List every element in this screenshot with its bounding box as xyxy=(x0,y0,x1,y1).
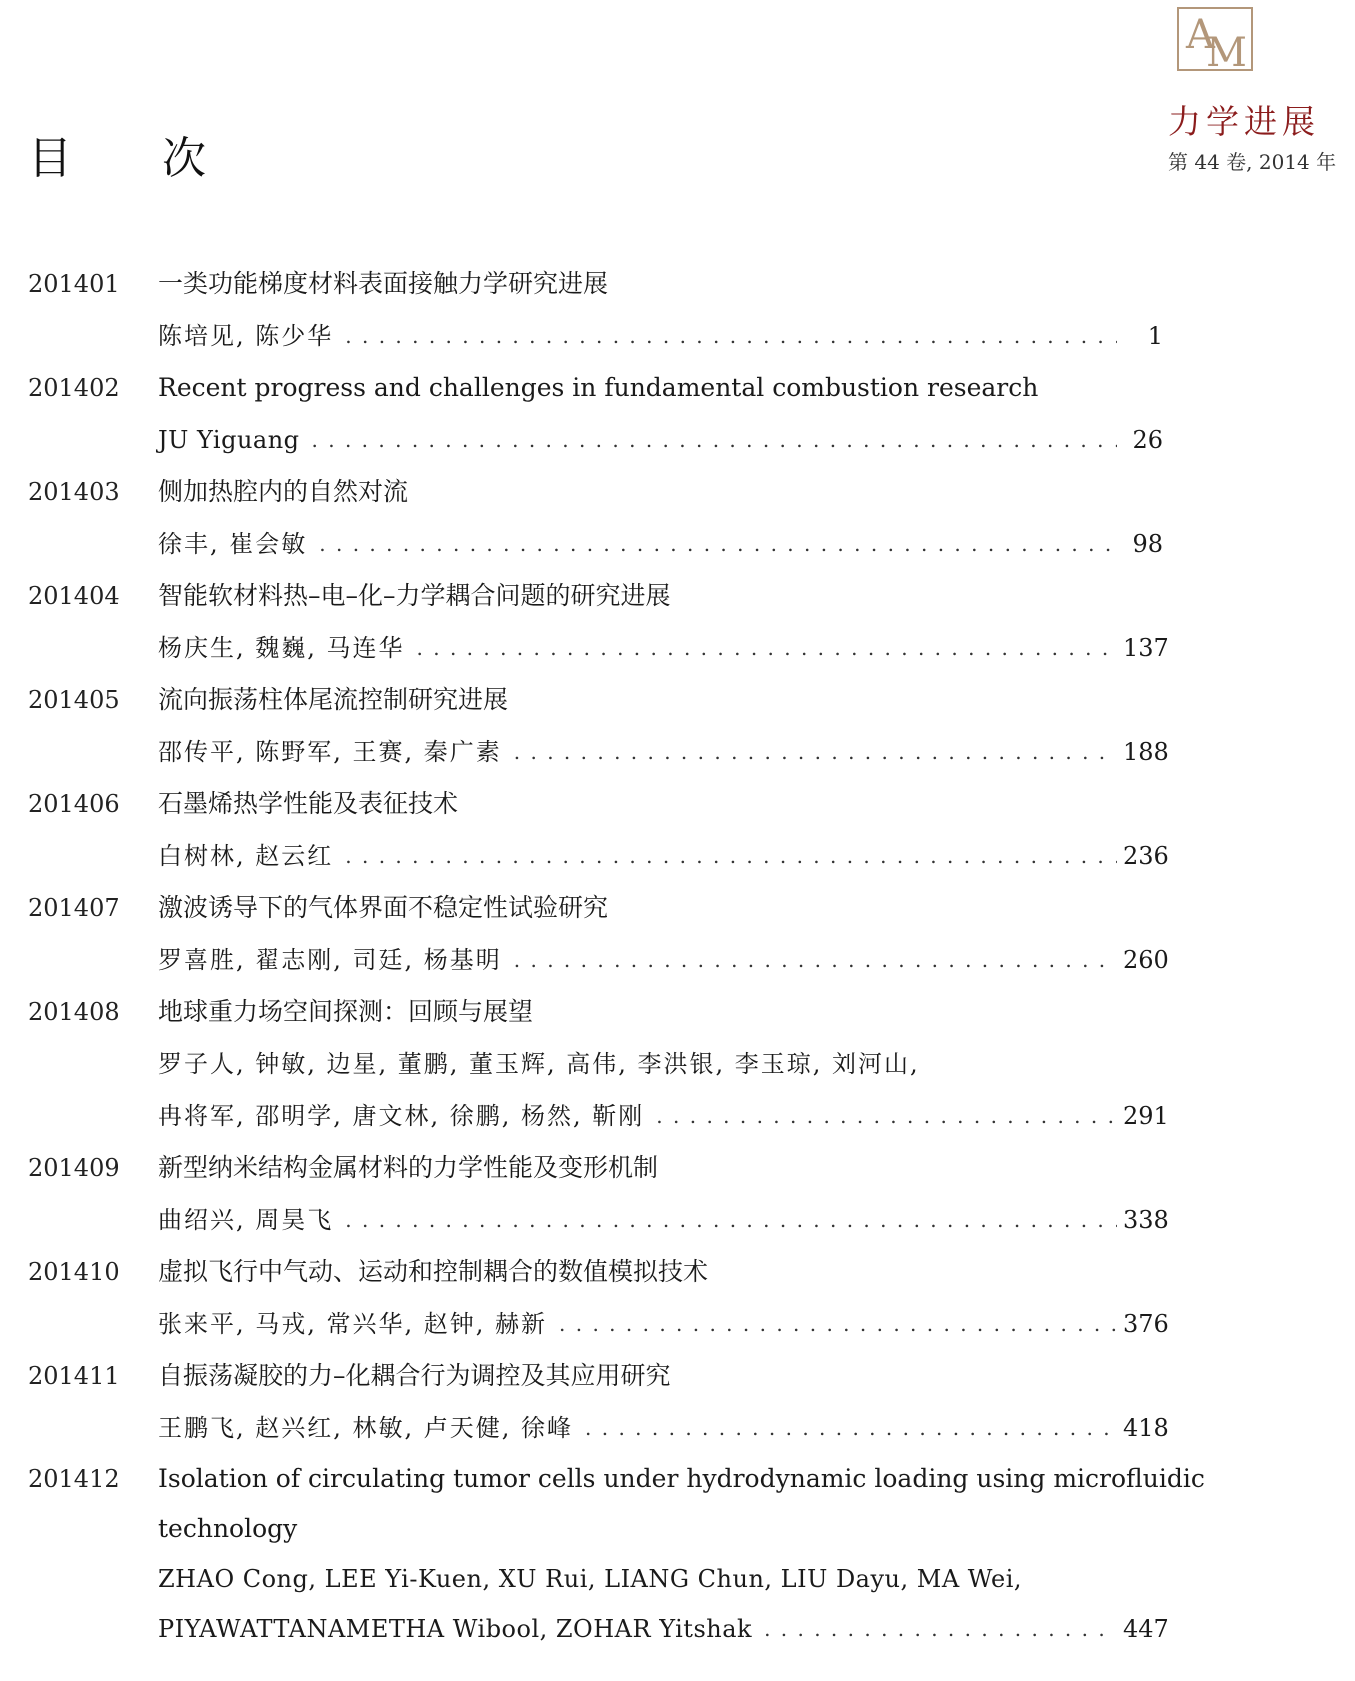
leader-dots xyxy=(312,414,1117,466)
article-id: 201401 xyxy=(28,270,120,298)
article-title[interactable]: 激波诱导下的气体界面不稳定性试验研究 xyxy=(158,893,609,922)
leader-dots xyxy=(345,1194,1117,1246)
article-title[interactable]: 一类功能梯度材料表面接触力学研究进展 xyxy=(158,269,609,298)
toc-entry[interactable] xyxy=(28,1142,1188,1246)
article-title[interactable]: 智能软材料热–电–化–力学耦合问题的研究进展 xyxy=(158,581,671,610)
leader-dots xyxy=(514,726,1117,778)
toc-entry[interactable] xyxy=(28,362,1188,466)
leader-dots xyxy=(514,934,1117,986)
toc-entry[interactable] xyxy=(28,674,1188,778)
article-authors: JU Yiguang xyxy=(158,426,300,454)
article-id: 201409 xyxy=(28,1154,120,1182)
article-authors-line1: ZHAO Cong, LEE Yi-Kuen, XU Rui, LIANG Chun, LIU Dayu, MA Wei, xyxy=(158,1565,1023,1593)
article-authors: 杨庆生, 魏巍, 马连华 xyxy=(158,634,405,662)
leader-dots xyxy=(585,1402,1117,1454)
page-number: 188 xyxy=(1123,738,1169,766)
page-number: 98 xyxy=(1132,530,1163,558)
article-id: 201407 xyxy=(28,894,120,922)
article-id: 201402 xyxy=(28,374,120,402)
article-id: 201403 xyxy=(28,478,120,506)
leader-dots xyxy=(345,310,1117,362)
toc-entry[interactable] xyxy=(28,466,1188,570)
article-authors: 陈培见, 陈少华 xyxy=(158,322,334,350)
toc-entry[interactable] xyxy=(28,1454,1205,1654)
article-authors: PIYAWATTANAMETHA Wibool, ZOHAR Yitshak xyxy=(158,1615,753,1643)
leader-dots xyxy=(656,1090,1117,1142)
journal-logo-icon xyxy=(1176,6,1256,74)
article-id: 201410 xyxy=(28,1258,120,1286)
article-authors: 白树林, 赵云红 xyxy=(158,842,334,870)
article-title[interactable]: 自振荡凝胶的力–化耦合行为调控及其应用研究 xyxy=(158,1361,671,1390)
toc-entry[interactable] xyxy=(28,258,1188,362)
leader-dots xyxy=(345,830,1117,882)
article-id: 201408 xyxy=(28,998,120,1026)
journal-name: 力学进展 xyxy=(1168,102,1320,141)
article-authors-line1: 罗子人, 钟敏, 边星, 董鹏, 董玉辉, 高伟, 李洪银, 李玉琼, 刘河山, xyxy=(158,1050,920,1078)
article-authors: 徐丰, 崔会敏 xyxy=(158,530,308,558)
page-number: 291 xyxy=(1123,1102,1169,1130)
page-number: 260 xyxy=(1123,946,1169,974)
toc-entry[interactable] xyxy=(28,1350,1188,1454)
volume-info: 第 44 卷, 2014 年 xyxy=(1168,150,1337,174)
article-authors: 王鹏飞, 赵兴红, 林敏, 卢天健, 徐峰 xyxy=(158,1414,574,1442)
leader-dots xyxy=(417,622,1117,674)
svg-text:M: M xyxy=(1206,30,1247,74)
page-number: 418 xyxy=(1123,1414,1169,1442)
page-number: 338 xyxy=(1123,1206,1169,1234)
toc-entry[interactable] xyxy=(28,778,1188,882)
table-of-contents xyxy=(28,258,1205,1654)
article-authors: 邵传平, 陈野军, 王赛, 秦广素 xyxy=(158,738,502,766)
svg-text:A: A xyxy=(1186,12,1215,58)
toc-entry[interactable] xyxy=(28,882,1188,986)
article-title[interactable]: 虚拟飞行中气动、运动和控制耦合的数值模拟技术 xyxy=(158,1257,709,1286)
article-title[interactable]: 流向振荡柱体尾流控制研究进展 xyxy=(158,685,509,714)
page-number: 447 xyxy=(1123,1615,1169,1643)
toc-entry[interactable] xyxy=(28,986,1188,1142)
page-number: 236 xyxy=(1123,842,1169,870)
article-id: 201412 xyxy=(28,1465,120,1493)
article-title[interactable]: Recent progress and challenges in fundamental combustion research xyxy=(158,373,1039,402)
article-id: 201411 xyxy=(28,1362,120,1390)
page-title: 目 次 xyxy=(28,133,244,184)
article-authors: 曲绍兴, 周昊飞 xyxy=(158,1206,334,1234)
toc-entry[interactable] xyxy=(28,570,1188,674)
article-title-line2[interactable]: technology xyxy=(158,1514,298,1543)
toc-entry[interactable] xyxy=(28,1246,1188,1350)
article-title[interactable]: 石墨烯热学性能及表征技术 xyxy=(158,789,459,818)
article-id: 201406 xyxy=(28,790,120,818)
article-authors: 冉将军, 邵明学, 唐文林, 徐鹏, 杨然, 靳刚 xyxy=(158,1102,645,1130)
page-number: 137 xyxy=(1123,634,1169,662)
article-id: 201405 xyxy=(28,686,120,714)
page-number: 1 xyxy=(1147,322,1163,350)
article-authors: 张来平, 马戎, 常兴华, 赵钟, 赫新 xyxy=(158,1310,548,1338)
article-title[interactable]: Isolation of circulating tumor cells under hydrodynamic loading using microfluidic xyxy=(158,1464,1205,1493)
article-title[interactable]: 地球重力场空间探测：回顾与展望 xyxy=(158,997,534,1026)
article-authors: 罗喜胜, 翟志刚, 司廷, 杨基明 xyxy=(158,946,502,974)
page-number: 26 xyxy=(1132,426,1163,454)
leader-dots xyxy=(764,1604,1117,1654)
page-number: 376 xyxy=(1123,1310,1169,1338)
leader-dots xyxy=(559,1298,1117,1350)
article-title[interactable]: 侧加热腔内的自然对流 xyxy=(158,477,409,506)
leader-dots xyxy=(319,518,1117,570)
article-id: 201404 xyxy=(28,582,120,610)
article-title[interactable]: 新型纳米结构金属材料的力学性能及变形机制 xyxy=(158,1153,659,1182)
